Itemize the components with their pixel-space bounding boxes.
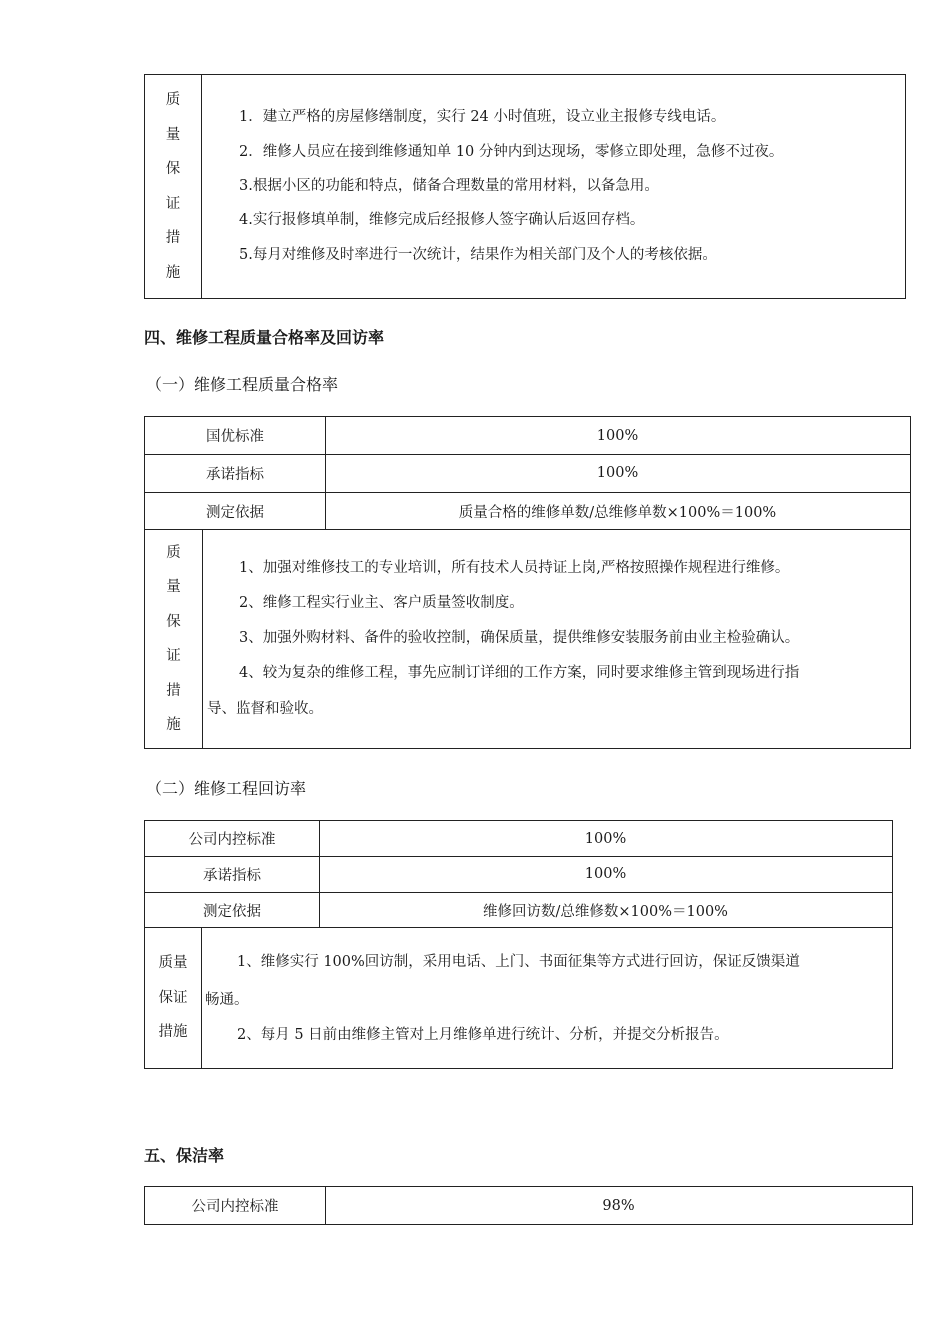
cleaning-rate-table (144, 1186, 913, 1225)
row-value: 质量合格的维修单数/总维修单数×100%＝100% (458, 504, 777, 521)
row-label: 公司内控标准 (188, 832, 276, 848)
measure-item: 1．建立严格的房屋修缮制度，实行 24 小时值班，设立业主报修专线电话。 (239, 109, 726, 125)
measure-item: 畅通。 (205, 992, 249, 1008)
measures-label: 质量 保证 措施 (158, 955, 188, 1040)
section-heading: 五、保洁率 (144, 1146, 225, 1165)
revisit-measures-table (144, 927, 893, 1069)
row-label: 国优标准 (206, 429, 264, 445)
measure-item: 2、每月 5 日前由维修主管对上月维修单进行统计、分析，并提交分析报告。 (237, 1027, 729, 1043)
measure-item: 4.实行报修填单制，维修完成后经报修人签字确认后返回存档。 (239, 212, 645, 228)
row-value: 维修回访数/总维修数×100%＝100% (483, 903, 728, 920)
measure-item: 导、监督和验收。 (207, 701, 323, 717)
subsection-heading: （一）维修工程质量合格率 (146, 375, 339, 394)
measure-item: 1、加强对维修技工的专业培训，所有技术人员持证上岗,严格按照操作规程进行维修。 (239, 560, 790, 576)
measures-table-top (144, 74, 906, 299)
quality-rate-table (144, 416, 911, 530)
quality-measures-table (144, 529, 911, 749)
row-value: 100% (584, 866, 627, 882)
measure-item: 5.每月对维修及时率进行一次统计，结果作为相关部门及个人的考核依据。 (239, 247, 717, 263)
measure-item: 3、加强外购材料、备件的验收控制，确保质量，提供维修安装服务前由业主检验确认。 (239, 630, 800, 646)
section-heading: 四、维修工程质量合格率及回访率 (144, 328, 385, 347)
row-label: 承诺指标 (203, 867, 261, 884)
measure-item: 4、较为复杂的维修工程，事先应制订详细的工作方案，同时要求维修主管到现场进行指 (239, 665, 800, 681)
row-label: 测定依据 (203, 903, 261, 920)
revisit-rate-table (144, 820, 893, 928)
measures-label: 质 量 保 证 措 施 (166, 544, 181, 733)
row-value: 100% (584, 830, 627, 847)
subsection-heading: （二）维修工程回访率 (146, 779, 307, 798)
row-label: 公司内控标准 (191, 1199, 279, 1215)
row-label: 承诺指标 (206, 466, 264, 483)
measure-item: 1、维修实行 100%回访制，采用电话、上门、书面征集等方式进行回访，保证反馈渠道 (237, 954, 800, 970)
measure-item: 2．维修人员应在接到维修通知单 10 分钟内到达现场，零修立即处理，急修不过夜。 (239, 144, 784, 160)
measure-item: 3.根据小区的功能和特点，储备合理数量的常用材料，以备急用。 (239, 178, 659, 194)
row-value: 100% (596, 465, 639, 481)
row-value: 98% (602, 1197, 635, 1214)
row-label: 测定依据 (206, 504, 264, 521)
measures-label: 质 量 保 证 措 施 (165, 92, 181, 281)
measure-item: 2、维修工程实行业主、客户质量签收制度。 (239, 595, 524, 611)
row-value: 100% (596, 427, 639, 444)
